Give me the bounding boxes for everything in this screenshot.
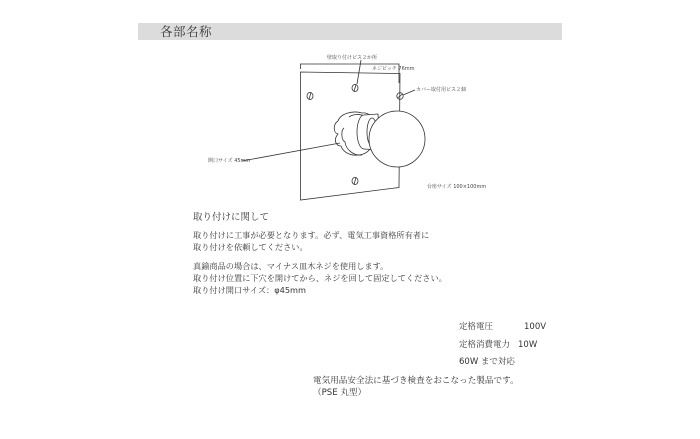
text-line: 取り付けに工事が必要となります。必ず、電気工事資格所有者に: [193, 230, 430, 240]
label-screw-pitch: ネジピッチ 76mm: [372, 66, 415, 72]
leader-cover-screws: [403, 90, 415, 95]
spec-label: 60W まで対応: [459, 357, 515, 367]
text-line: 真鍮商品の場合は、マイナス皿木ネジを使用します。: [193, 261, 389, 271]
label-cover-screws: カバー取付用ビス２個: [416, 87, 467, 93]
text-line: （PSE 丸型）: [313, 388, 367, 398]
section-title-part-names: 各部名称: [160, 24, 213, 39]
installation-heading: 取り付けに関して: [193, 212, 270, 223]
label-wall-screws: 壁取り付けビス２か所: [327, 55, 378, 61]
spec-max-support: [459, 356, 515, 368]
spec-value: 10W: [518, 340, 538, 350]
text-line: 電気用品安全法に基づき検査をおこなった製品です。: [313, 376, 519, 386]
spec-rated-voltage: [459, 321, 547, 333]
text-line: 取り付け位置に下穴を開けてから、ネジを回して固定してください。: [193, 273, 447, 283]
bulb: [369, 111, 425, 167]
label-opening-size: 開口サイズ 45mm: [208, 158, 251, 164]
spec-value: 100V: [524, 322, 547, 332]
installation-paragraph-1: [193, 229, 429, 253]
label-base-size: 台座サイズ 100×100mm: [427, 184, 487, 190]
certification-note: [313, 375, 519, 399]
spec-label: 定格電圧: [459, 322, 494, 332]
installation-paragraph-2: [193, 260, 447, 296]
text-line: 取り付けを依頼してください。: [193, 242, 308, 252]
text-line: 取り付け開口サイズ：φ45mm: [193, 285, 306, 295]
spec-rated-power: [459, 339, 538, 351]
spec-label: 定格消費電力: [459, 340, 511, 350]
